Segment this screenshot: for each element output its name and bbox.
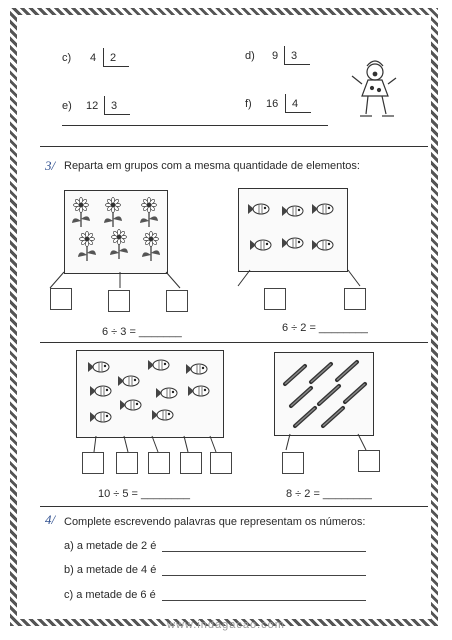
pencil-icon: [311, 364, 331, 382]
fish-icon: [148, 360, 169, 370]
division-bracket: [103, 48, 104, 66]
fish-icon: [120, 400, 141, 410]
exercise-label: d): [245, 50, 255, 62]
answer-box[interactable]: [116, 452, 138, 474]
flowers-group: [65, 191, 167, 273]
fish-icon: [88, 362, 109, 372]
equation: 8 ÷ 2 = ________: [286, 488, 372, 500]
divisor: 3: [111, 100, 118, 112]
completion-item: a) a metade de 2 é: [64, 540, 157, 552]
completion-item: b) a metade de 4 é: [64, 564, 157, 576]
pencils-group: [275, 353, 373, 435]
picture-box: [76, 350, 224, 438]
pencil-icon: [285, 366, 305, 384]
clown-icon: [348, 58, 400, 122]
flower-icon: [104, 198, 122, 228]
fish-icon: [152, 410, 173, 420]
flower-icon: [110, 230, 128, 260]
pencil-icon: [323, 408, 343, 426]
answer-box[interactable]: [50, 288, 72, 310]
dividend: 4: [90, 52, 97, 64]
answer-box[interactable]: [180, 452, 202, 474]
division-bracket: [284, 64, 310, 65]
exercise-number: 4/: [45, 512, 56, 527]
divisor: 2: [110, 52, 117, 64]
pencil-icon: [291, 388, 311, 406]
fish-icon: [312, 204, 333, 214]
answer-box[interactable]: [148, 452, 170, 474]
exercise-label: c): [62, 52, 72, 64]
footer-url: www.indagacao.com: [167, 619, 285, 631]
fish-group: [239, 189, 347, 271]
answer-box[interactable]: [210, 452, 232, 474]
answer-box[interactable]: [264, 288, 286, 310]
division-bracket: [285, 94, 286, 112]
fish-icon: [312, 240, 333, 250]
fish-icon: [118, 376, 139, 386]
fish-icon: [250, 240, 271, 250]
division-bracket: [285, 112, 311, 113]
picture-box: [274, 352, 374, 436]
pencil-icon: [319, 386, 339, 404]
flower-icon: [142, 232, 160, 262]
fish-icon: [156, 388, 177, 398]
fish-icon: [188, 386, 209, 396]
equation: 6 ÷ 2 = ________: [282, 322, 368, 334]
division-bracket: [104, 96, 105, 114]
section-divider: [40, 146, 428, 147]
connector-lines: [230, 268, 380, 288]
section-divider: [40, 506, 428, 507]
section-divider: [40, 342, 428, 343]
fish-icon: [90, 386, 111, 396]
answer-box[interactable]: [344, 288, 366, 310]
flower-icon: [72, 198, 90, 228]
exercise-label: f): [245, 98, 252, 110]
fish-icon: [90, 412, 111, 422]
fish-group: [77, 351, 223, 437]
fish-icon: [186, 364, 207, 374]
equation: 10 ÷ 5 = ________: [98, 488, 190, 500]
pencil-icon: [345, 384, 365, 402]
pencil-icon: [295, 408, 315, 426]
pencil-icon: [337, 362, 357, 380]
dividend: 9: [272, 50, 279, 62]
answer-box[interactable]: [108, 290, 130, 312]
answer-box[interactable]: [282, 452, 304, 474]
picture-box: [238, 188, 348, 272]
exercise-instruction: Reparta em grupos com a mesma quantidade de elementos:: [64, 160, 360, 172]
connector-lines: [40, 270, 200, 290]
answer-line[interactable]: [162, 575, 366, 576]
answer-box[interactable]: [358, 450, 380, 472]
exercise-number: 3/: [45, 158, 56, 173]
divisor: 4: [292, 98, 299, 110]
answer-box[interactable]: [82, 452, 104, 474]
fish-icon: [282, 206, 303, 216]
divisor: 3: [291, 50, 298, 62]
section-divider: [62, 125, 328, 126]
flower-icon: [78, 232, 96, 262]
fish-icon: [282, 238, 303, 248]
division-bracket: [284, 46, 285, 64]
answer-line[interactable]: [162, 551, 366, 552]
dividend: 12: [86, 100, 99, 112]
picture-box: [64, 190, 168, 274]
answer-line[interactable]: [162, 600, 366, 601]
exercise-instruction: Complete escrevendo palavras que representam os números:: [64, 516, 366, 528]
flower-icon: [140, 198, 158, 228]
fish-icon: [248, 204, 269, 214]
division-bracket: [103, 66, 129, 67]
answer-box[interactable]: [166, 290, 188, 312]
completion-item: c) a metade de 6 é: [64, 589, 156, 601]
division-bracket: [104, 114, 130, 115]
equation: 6 ÷ 3 = _______: [102, 326, 182, 338]
dividend: 16: [266, 98, 279, 110]
exercise-label: e): [62, 100, 72, 112]
